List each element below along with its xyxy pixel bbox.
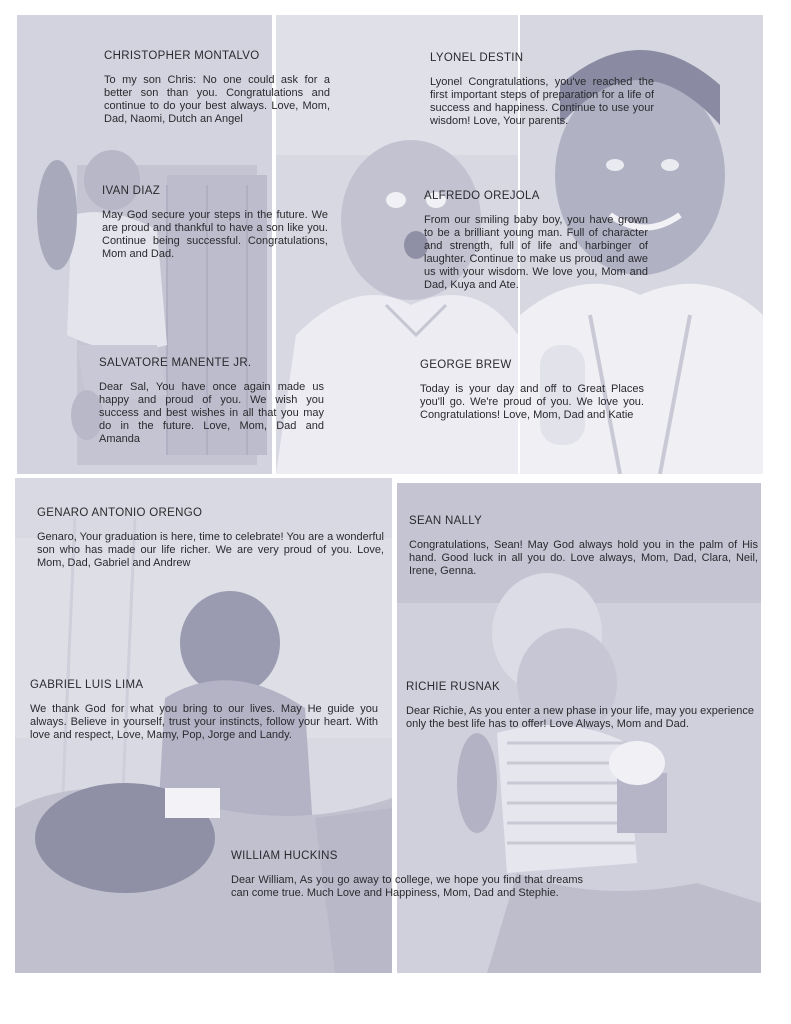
entry-name: SALVATORE MANENTE JR.	[99, 357, 252, 369]
entry-name: LYONEL DESTIN	[430, 52, 524, 64]
entry-name: GABRIEL LUIS LIMA	[30, 679, 144, 691]
entry-ivan-diaz	[102, 185, 328, 261]
entry-message: Dear Richie, As you enter a new phase in your life, may you experience only the best life has to offer! Love Always, Mom and Dad.	[406, 705, 754, 730]
entry-name: CHRISTOPHER MONTALVO	[104, 50, 260, 62]
entry-message: Dear William, As you go away to college, we hope you find that dreams can come true. Much Love and Happiness, Mom, Dad and Stephie.	[231, 874, 583, 899]
entry-message: Lyonel Congratulations, you've reached the first important steps of preparation for a life of success and happiness. Continue to use your wisdom! Love, Your parents.	[430, 76, 654, 127]
entry-lyonel-destin	[430, 52, 654, 128]
entry-name: RICHIE RUSNAK	[406, 681, 500, 693]
entry-message: Genaro, Your graduation is here, time to celebrate! You are a wonderful son who has made our life richer. We are very proud of you. Love, Mom, Dad, Gabriel and Andrew	[37, 531, 384, 569]
entry-message: Congratulations, Sean! May God always hold you in the palm of His hand. Good luck in all you do. Love always, Mom, Dad, Clara, Neil, Irene, Genna.	[409, 539, 758, 577]
entry-genaro-orengo	[37, 507, 384, 570]
entry-message: May God secure your steps in the future. We are proud and thankful to have a son like you. Continue being successful. Congratulations, Mom and Dad.	[102, 209, 328, 260]
entry-salvatore-manente	[99, 357, 324, 446]
entry-gabriel-lima	[30, 679, 378, 742]
entry-name: GENARO ANTONIO ORENGO	[37, 507, 203, 519]
entry-message: Today is your day and off to Great Places you'll go. We're proud of you. We love you. Congratulations! Love, Mom, Dad and Katie	[420, 383, 644, 421]
entry-message: We thank God for what you bring to our lives. May He guide you always. Believe in yourself, trust your instincts, follow your heart. With love and respect, Love, Mamy, Pop, Jorge and Landy.	[30, 703, 378, 741]
entry-name: WILLIAM HUCKINS	[231, 850, 338, 862]
entry-name: SEAN NALLY	[409, 515, 483, 527]
entry-alfredo-orejola	[424, 190, 648, 292]
entry-william-huckins	[231, 850, 583, 900]
entry-name: IVAN DIAZ	[102, 185, 161, 197]
entry-message: To my son Chris: No one could ask for a better son than you. Congratulations and continue to do your best always. Love, Mom, Dad, Naomi, Dutch an Angel	[104, 74, 330, 125]
entry-message: From our smiling baby boy, you have grown to be a brilliant young man. Full of character and strength, full of life and harbinger of laughter. Continue to make us proud and awe us with your wisdom. We love you, Mom and Dad, Kuya and Ate.	[424, 214, 648, 291]
entry-richie-rusnak	[406, 681, 754, 731]
entry-sean-nally	[409, 515, 758, 578]
entry-george-brew	[420, 359, 644, 422]
entry-name: ALFREDO OREJOLA	[424, 190, 540, 202]
entry-message: Dear Sal, You have once again made us happy and proud of you. We wish you success and best wishes in all that you may do in the future. Love, Mom, Dad and Amanda	[99, 381, 324, 445]
entry-christopher-montalvo	[104, 50, 330, 126]
entry-name: GEORGE BREW	[420, 359, 512, 371]
